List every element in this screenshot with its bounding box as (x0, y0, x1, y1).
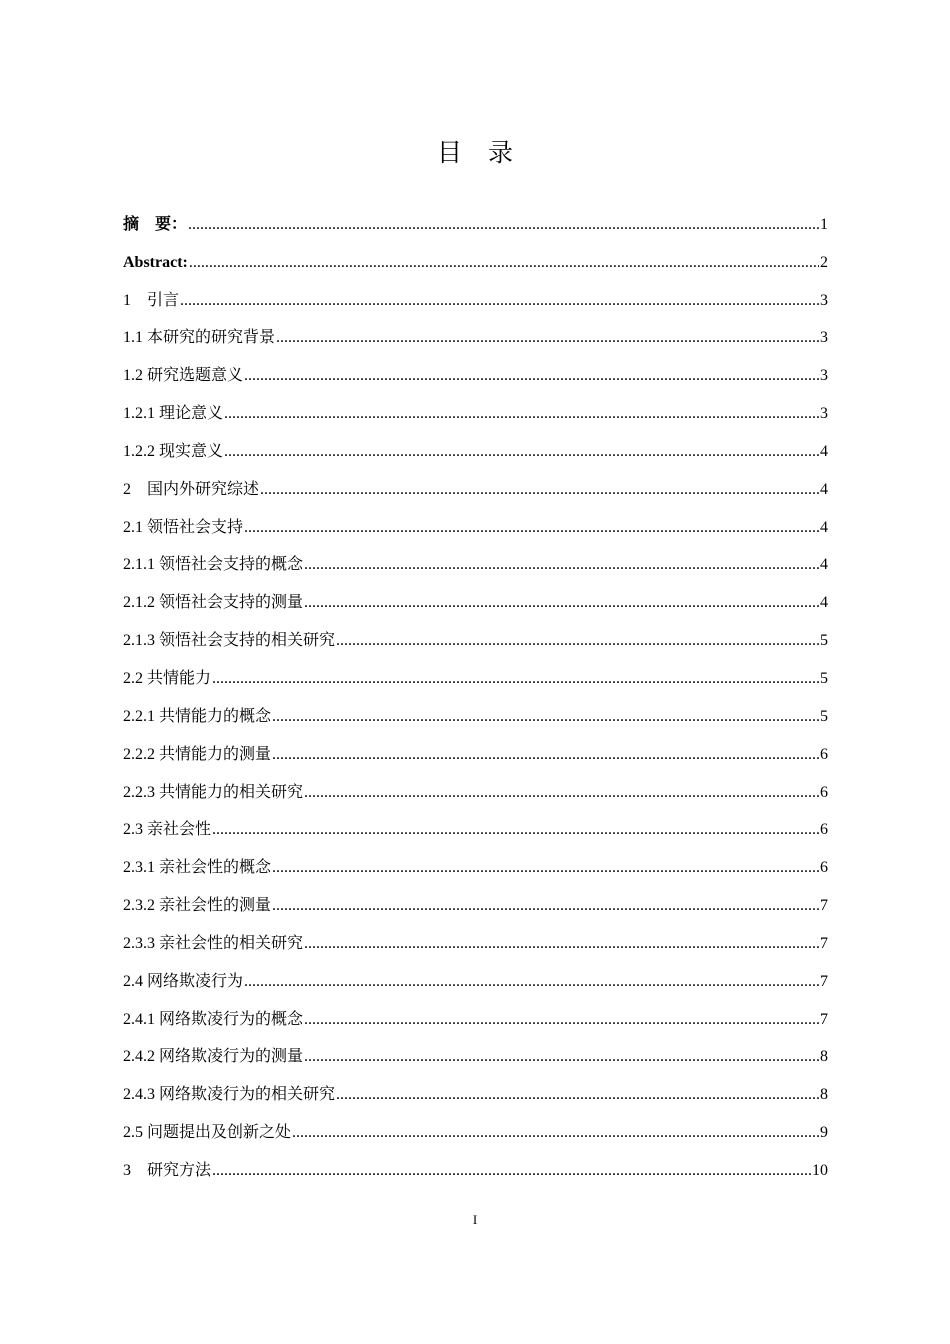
toc-entry-page: 3 (820, 367, 828, 385)
toc-entry[interactable] (123, 878, 828, 916)
toc-entry-label: 摘 要： (123, 215, 188, 233)
toc-entry-page: 5 (820, 632, 828, 650)
toc-dot-leader (244, 518, 819, 538)
toc-dot-leader (304, 593, 819, 613)
toc-entry-page: 4 (820, 442, 828, 460)
toc-dot-leader (304, 783, 819, 803)
toc-entry[interactable] (123, 916, 828, 954)
toc-entry[interactable] (123, 273, 828, 311)
toc-entry-page: 6 (820, 783, 828, 801)
toc-entry-page: 9 (820, 1124, 828, 1142)
toc-entry[interactable] (123, 765, 828, 803)
toc-dot-leader (272, 858, 819, 878)
toc-entry[interactable] (123, 840, 828, 878)
toc-entry[interactable] (123, 613, 828, 651)
toc-entry-label: 2.1 领悟社会支持 (123, 518, 244, 536)
toc-entry-label: 2.4.1 网络欺凌行为的概念 (123, 1010, 304, 1028)
toc-entry[interactable] (123, 538, 828, 576)
toc-entry-label: 2.4.2 网络欺凌行为的测量 (123, 1048, 304, 1066)
toc-dot-leader (188, 215, 819, 235)
toc-entry[interactable] (123, 1067, 828, 1105)
toc-dot-leader (260, 480, 819, 500)
toc-dot-leader (212, 669, 819, 689)
toc-entry[interactable] (123, 424, 828, 462)
toc-entry-page: 8 (820, 1086, 828, 1104)
toc-entry-label: Abstract: (123, 253, 188, 271)
toc-entry-page: 3 (820, 329, 828, 347)
page-number: I (472, 1212, 478, 1227)
toc-dot-leader (244, 972, 819, 992)
toc-dot-leader (272, 707, 819, 727)
toc-entry-page: 7 (820, 897, 828, 915)
toc-dot-leader (212, 1161, 811, 1181)
toc-dot-leader (304, 1047, 819, 1067)
table-of-contents (123, 197, 828, 1181)
toc-entry-label: 2.1.2 领悟社会支持的测量 (123, 594, 304, 612)
toc-entry-page: 8 (820, 1048, 828, 1066)
toc-entry-label: 2.3.1 亲社会性的概念 (123, 859, 272, 877)
toc-entry-page: 7 (820, 972, 828, 990)
toc-entry-page: 6 (820, 745, 828, 763)
toc-entry-label: 2.2.2 共情能力的测量 (123, 745, 272, 763)
toc-entry-label: 2.1.3 领悟社会支持的相关研究 (123, 632, 336, 650)
toc-entry-page: 5 (820, 707, 828, 725)
toc-entry-label: 1.2 研究选题意义 (123, 367, 244, 385)
toc-entry-label: 1.1 本研究的研究背景 (123, 329, 276, 347)
toc-entry-label: 2.2 共情能力 (123, 669, 212, 687)
toc-entry-label: 2.1.1 领悟社会支持的概念 (123, 556, 304, 574)
toc-dot-leader (336, 631, 819, 651)
toc-entry-label: 1 引言 (123, 291, 180, 309)
toc-dot-leader (224, 404, 819, 424)
page-title: 目录 (436, 138, 539, 167)
toc-entry[interactable] (123, 651, 828, 689)
toc-entry[interactable] (123, 992, 828, 1030)
toc-entry-page: 4 (820, 594, 828, 612)
toc-entry[interactable] (123, 689, 828, 727)
toc-entry-label: 2.4 网络欺凌行为 (123, 972, 244, 990)
toc-entry-page: 2 (820, 253, 828, 271)
toc-dot-leader (276, 328, 819, 348)
toc-entry-label: 3 研究方法 (123, 1161, 212, 1179)
toc-entry[interactable] (123, 462, 828, 500)
toc-dot-leader (336, 1085, 819, 1105)
toc-dot-leader (292, 1123, 819, 1143)
toc-entry-label: 2.2.1 共情能力的概念 (123, 707, 272, 725)
toc-dot-leader (272, 896, 819, 916)
toc-entry[interactable] (123, 1105, 828, 1143)
toc-entry-page: 7 (820, 934, 828, 952)
toc-entry-page: 3 (820, 291, 828, 309)
toc-entry[interactable] (123, 348, 828, 386)
toc-dot-leader (304, 934, 819, 954)
toc-entry[interactable] (123, 311, 828, 349)
toc-dot-leader (180, 291, 819, 311)
toc-entry[interactable] (123, 575, 828, 613)
toc-dot-leader (304, 555, 819, 575)
toc-entry[interactable] (123, 235, 828, 273)
toc-entry[interactable] (123, 386, 828, 424)
toc-entry-page: 5 (820, 669, 828, 687)
toc-entry[interactable] (123, 954, 828, 992)
toc-entry-page: 7 (820, 1010, 828, 1028)
toc-entry[interactable] (123, 500, 828, 538)
toc-dot-leader (212, 820, 819, 840)
toc-entry-page: 1 (820, 215, 828, 233)
toc-entry-label: 2.2.3 共情能力的相关研究 (123, 783, 304, 801)
toc-entry[interactable] (123, 727, 828, 765)
toc-entry-label: 2.3.3 亲社会性的相关研究 (123, 934, 304, 952)
toc-entry-page: 6 (820, 821, 828, 839)
toc-entry-label: 1.2.2 现实意义 (123, 442, 224, 460)
toc-entry-label: 1.2.1 理论意义 (123, 405, 224, 423)
toc-entry-page: 4 (820, 518, 828, 536)
toc-entry-label: 2.4.3 网络欺凌行为的相关研究 (123, 1086, 336, 1104)
toc-entry-page: 3 (820, 405, 828, 423)
toc-entry-label: 2.3 亲社会性 (123, 821, 212, 839)
toc-entry-page: 6 (820, 859, 828, 877)
toc-entry-page: 4 (820, 556, 828, 574)
toc-dot-leader (189, 253, 819, 273)
toc-entry[interactable] (123, 803, 828, 841)
toc-entry-label: 2 国内外研究综述 (123, 480, 260, 498)
toc-entry[interactable] (123, 1143, 828, 1181)
toc-dot-leader (244, 366, 819, 386)
toc-entry-page: 10 (812, 1161, 828, 1179)
toc-entry-label: 2.5 问题提出及创新之处 (123, 1124, 292, 1142)
toc-entry-page: 4 (820, 480, 828, 498)
toc-entry[interactable] (123, 1030, 828, 1068)
toc-entry[interactable] (123, 197, 828, 235)
toc-entry-label: 2.3.2 亲社会性的测量 (123, 897, 272, 915)
toc-dot-leader (304, 1010, 819, 1030)
toc-dot-leader (224, 442, 819, 462)
toc-dot-leader (272, 745, 819, 765)
